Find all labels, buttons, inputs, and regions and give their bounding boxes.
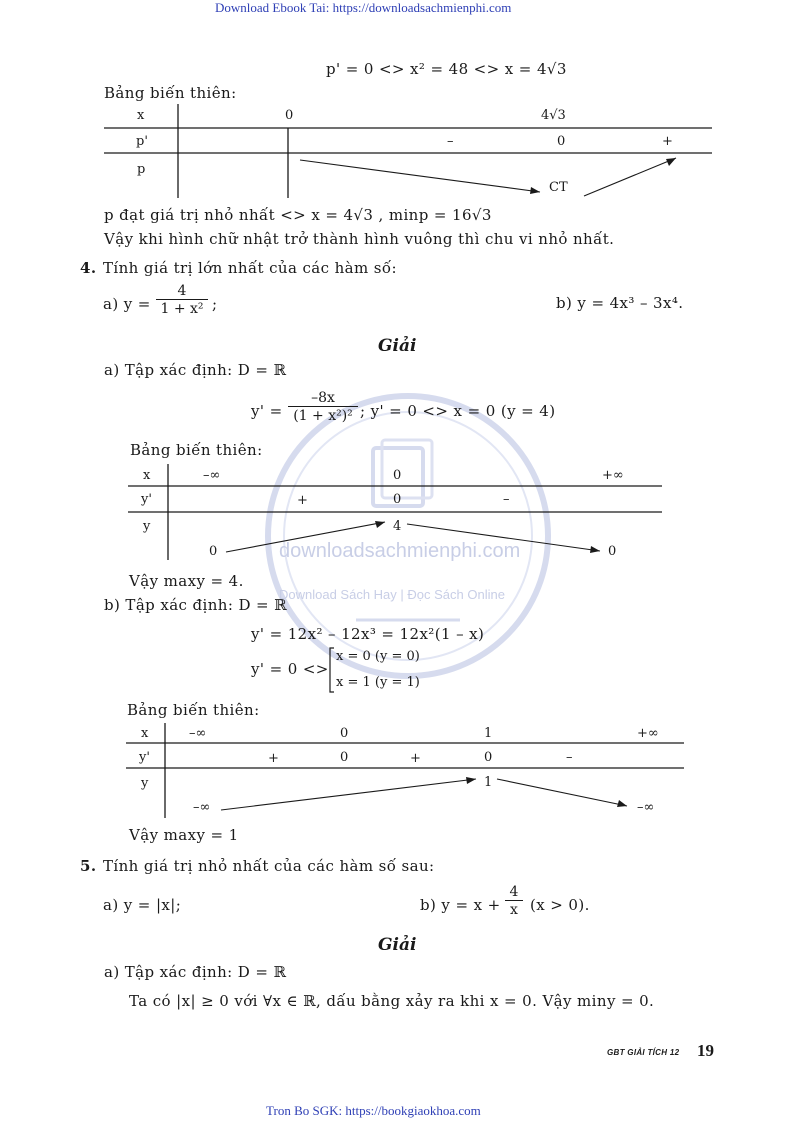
footer-link[interactable]: Tron Bo SGK: https://bookgiaokhoa.com xyxy=(266,1103,481,1118)
book-label: GBT GIẢI TÍCH 12 xyxy=(607,1048,680,1057)
table2-y-value: 4 xyxy=(393,519,402,534)
table2-y-value: 0 xyxy=(209,544,218,559)
table1-dp-value: + xyxy=(662,134,673,149)
problem-number: 5. xyxy=(80,857,97,875)
table1-x-value: 4√3 xyxy=(541,108,566,123)
table-label: Bảng biến thiên: xyxy=(130,441,263,459)
derivative-suffix: ; y' = 0 <> x = 0 (y = 4) xyxy=(360,402,556,420)
domain-b: b) Tập xác định: D = ℝ xyxy=(104,596,288,614)
fraction-numerator: 4 xyxy=(177,283,187,299)
part-b: b) y = 4x³ – 3x⁴. xyxy=(556,294,684,312)
table3-dy-value: 0 xyxy=(484,750,493,765)
table1-p-value: CT xyxy=(549,180,568,195)
result-b: Vậy maxy = 1 xyxy=(129,826,239,844)
table3-dy-value: + xyxy=(410,751,421,766)
solution-title: Giải xyxy=(378,336,417,356)
result-a: Vậy maxy = 4. xyxy=(129,572,244,590)
watermark-site: downloadsachmienphi.com xyxy=(279,540,521,562)
derivative-equation: p' = 0 <> x² = 48 <> x = 4√3 xyxy=(326,60,567,78)
table3-row-x: x xyxy=(141,726,149,741)
fraction-numerator: 4 xyxy=(509,884,519,900)
part-a: a) y = |x|; xyxy=(103,896,182,914)
part-a-prefix: a) y = xyxy=(103,295,151,313)
min-statement: p đạt giá trị nhỏ nhất <> x = 4√3 , minp = 16√3 xyxy=(104,206,492,224)
table3-row-dy: y' xyxy=(139,750,150,765)
table-label: Bảng biến thiên: xyxy=(104,84,237,102)
table2-dy-value: – xyxy=(503,492,510,507)
table1-row-dp: p' xyxy=(136,134,148,149)
header-download-link[interactable]: Download Ebook Tai: https://downloadsachmienphi.com xyxy=(215,0,512,15)
table3-dy-value: + xyxy=(268,751,279,766)
table-label: Bảng biến thiên: xyxy=(127,701,260,719)
table3-y-value: –∞ xyxy=(193,800,211,815)
table3-x-value: 1 xyxy=(484,726,493,741)
table2-x-value: +∞ xyxy=(602,468,624,483)
fraction-numerator: –8x xyxy=(311,390,335,406)
table1-dp-value: – xyxy=(447,134,454,149)
domain-a: a) Tập xác định: D = ℝ xyxy=(104,963,287,981)
solution-title: Giải xyxy=(378,935,417,955)
conclusion: Vậy khi hình chữ nhật trở thành hình vuông thì chu vi nhỏ nhất. xyxy=(104,230,615,248)
table2-row-x: x xyxy=(143,468,151,483)
case-2: x = 1 (y = 1) xyxy=(336,675,420,690)
table3-x-value: +∞ xyxy=(637,726,659,741)
table2-x-value: –∞ xyxy=(203,468,221,483)
solution-text: Ta có |x| ≥ 0 với ∀x ∈ ℝ, dấu bằng xảy ra khi x = 0. Vậy miny = 0. xyxy=(129,992,655,1010)
table1-dp-value: 0 xyxy=(557,134,566,149)
table3-y-value: –∞ xyxy=(637,800,655,815)
part-b-prefix: b) y = x + xyxy=(420,896,501,914)
watermark-tagline: Download Sách Hay | Đọc Sách Online xyxy=(279,587,505,602)
case-1: x = 0 (y = 0) xyxy=(336,649,420,664)
part-b-suffix: (x > 0). xyxy=(530,896,590,914)
table3-dy-value: – xyxy=(566,750,573,765)
table3-x-value: –∞ xyxy=(189,726,207,741)
table3-row-y: y xyxy=(141,776,149,791)
table2-row-dy: y' xyxy=(141,492,152,507)
table2-y-value: 0 xyxy=(608,544,617,559)
table2-x-value: 0 xyxy=(393,468,402,483)
table2-row-y: y xyxy=(143,519,151,534)
fraction-denominator: x xyxy=(505,900,523,918)
page-number: 19 xyxy=(697,1041,714,1060)
problem-statement: Tính giá trị lớn nhất của các hàm số: xyxy=(103,259,397,277)
table1-row-p: p xyxy=(137,162,146,177)
problem-number: 4. xyxy=(80,259,97,277)
table1-x-value: 0 xyxy=(285,108,294,123)
derivative-zero-prefix: y' = 0 <> xyxy=(251,660,329,678)
domain-a: a) Tập xác định: D = ℝ xyxy=(104,361,287,379)
part-a-suffix: ; xyxy=(212,295,218,313)
part-b-fraction xyxy=(505,884,523,918)
table3-dy-value: 0 xyxy=(340,750,349,765)
table3-y-value: 1 xyxy=(484,775,493,790)
problem-statement: Tính giá trị nhỏ nhất của các hàm số sau: xyxy=(103,857,435,875)
table2-dy-value: + xyxy=(297,493,308,508)
derivative-b: y' = 12x² – 12x³ = 12x²(1 – x) xyxy=(251,625,485,643)
fraction-denominator: 1 + x² xyxy=(156,299,208,317)
table2-dy-value: 0 xyxy=(393,492,402,507)
fraction-denominator: (1 + x²)² xyxy=(288,406,358,424)
derivative-prefix: y' = xyxy=(251,402,283,420)
table3-x-value: 0 xyxy=(340,726,349,741)
table1-row-x: x xyxy=(137,108,145,123)
